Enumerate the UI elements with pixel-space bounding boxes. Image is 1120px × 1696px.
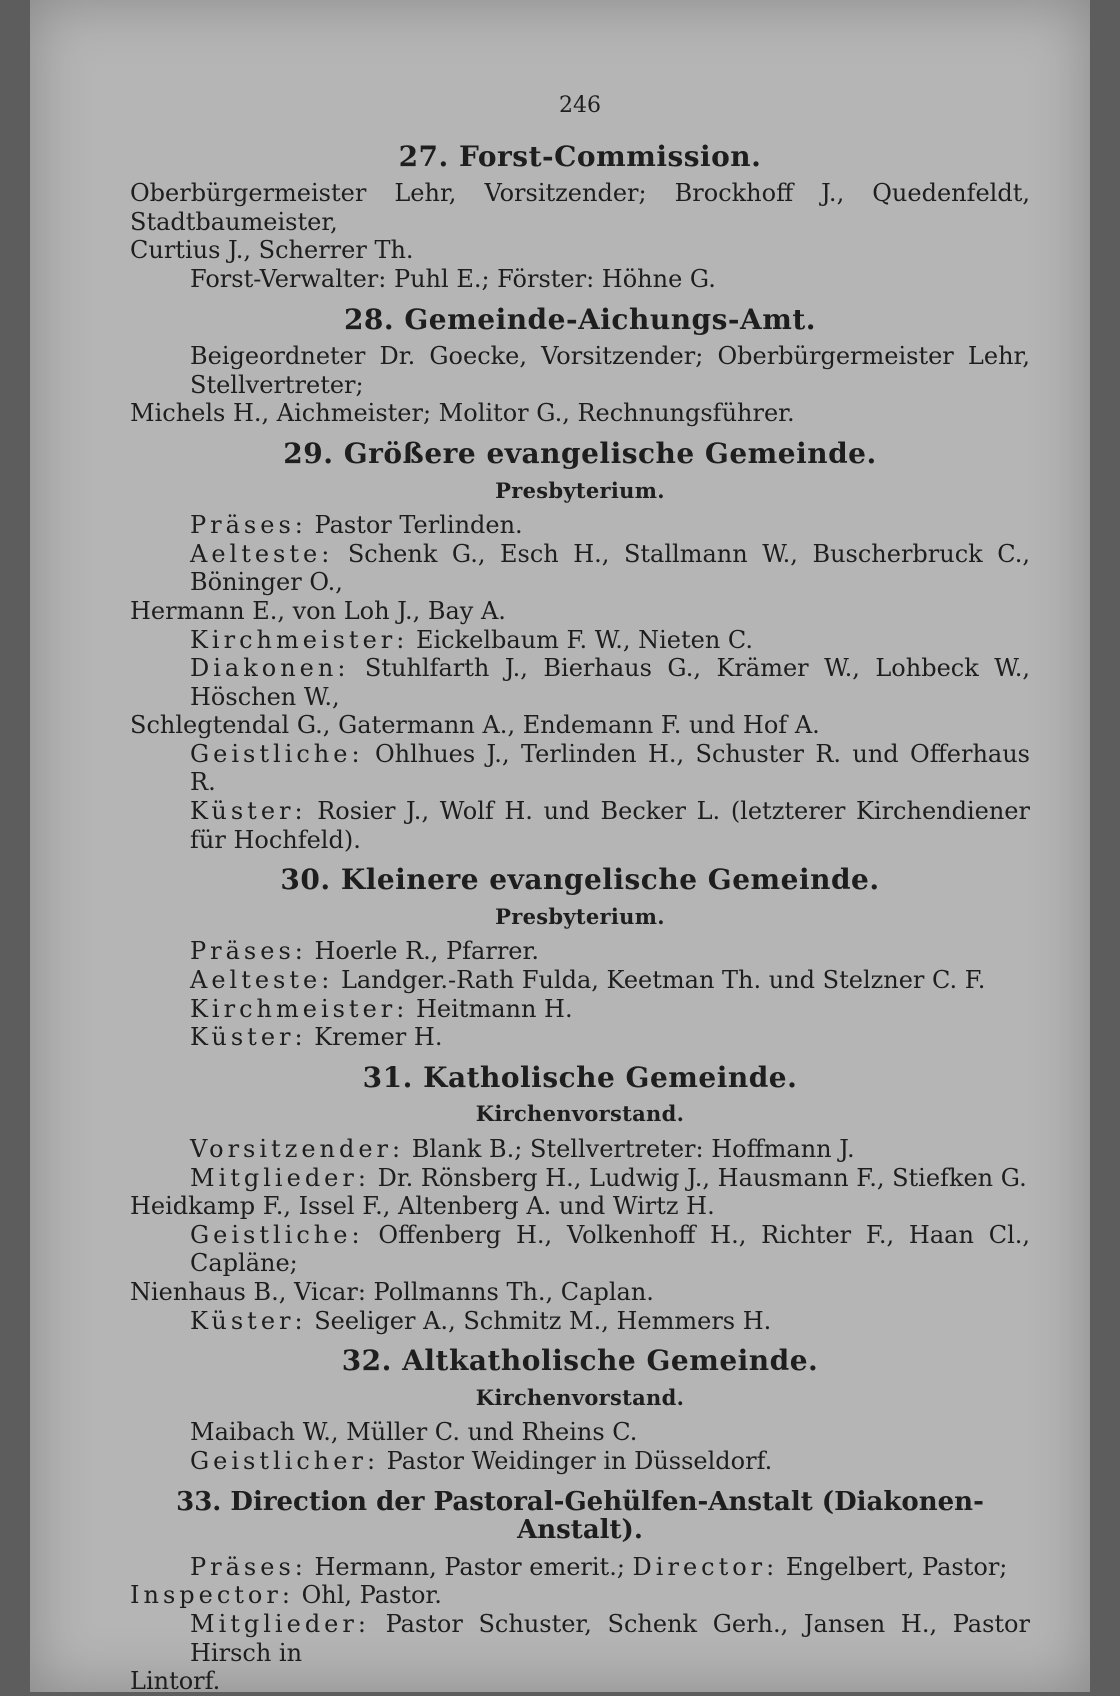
entry-line <box>130 1023 1030 1052</box>
section-heading-32: 32. Altkatholische Gemeinde. <box>341 1344 819 1378</box>
role-label: Inspector: <box>130 1581 294 1610</box>
subheading: Presbyterium. <box>495 903 665 929</box>
entry-text: Heitmann H. <box>415 994 573 1023</box>
text-line: Beigeordneter Dr. Goecke, Vorsitzender; Oberbürgermeister Lehr, Stellvertreter; <box>190 342 1030 399</box>
entry-text: Stuhlfarth J., Bierhaus G., Krämer W., Lohbeck W., Höschen W., <box>190 654 1030 711</box>
entry-line <box>130 1447 1030 1476</box>
entry-line <box>130 1610 1030 1667</box>
entry-text: Eickelbaum F. W., Nieten C. <box>415 625 754 654</box>
role-label: Geistliche: <box>190 739 364 768</box>
role-label: Geistlicher: <box>190 1446 380 1475</box>
entry-text: Hermann, Pastor emerit.; <box>314 1552 625 1581</box>
entry-line <box>130 1581 1030 1610</box>
entry-text: Landger.-Rath Fulda, Keetman Th. und Stelzner C. F. <box>340 966 986 995</box>
book-page <box>30 0 1090 1696</box>
section-heading-33: 33. Direction der Pastoral-Gehülfen-Anstalt (Diakonen-Anstalt). <box>176 1486 984 1546</box>
subheading: Presbyterium. <box>495 477 665 503</box>
role-label: Diakonen: <box>190 654 350 683</box>
entry-text: Kremer H. <box>314 1023 443 1052</box>
entry-line <box>130 540 1030 597</box>
section-heading-27: 27. Forst-Commission. <box>398 139 762 173</box>
text-line: Michels H., Aichmeister; Molitor G., Rechnungsführer. <box>130 399 795 428</box>
entry-line <box>130 937 1030 966</box>
entry-text: Schenk G., Esch H., Stallmann W., Buscherbruck C., Böninger O., <box>190 539 1030 597</box>
entry-line <box>130 511 1030 540</box>
text-line: Heidkamp F., Issel F., Altenberg A. und Wirtz H. <box>130 1192 715 1221</box>
text-line: Schlegtendal G., Gatermann A., Endemann F. und Hof A. <box>130 711 820 740</box>
text-line: Lintorf. <box>130 1667 221 1696</box>
role-label: Präses: <box>190 937 307 966</box>
entry-text: Ohl, Pastor. <box>301 1581 442 1610</box>
entry-line <box>130 1164 1030 1193</box>
role-label: Küster: <box>190 797 307 826</box>
entry-text: Rosier J., Wolf H. und Becker L. (letzterer Kirchendiener für Hochfeld). <box>190 797 1030 854</box>
subheading: Kirchenvorstand. <box>475 1384 685 1410</box>
text-line: Curtius J., Scherrer Th. <box>130 236 414 265</box>
entry-text: Ohlhues J., Terlinden H., Schuster R. und Offerhaus R. <box>190 739 1030 797</box>
entry-text: Pastor Schuster, Schenk Gerh., Jansen H., Pastor Hirsch in <box>190 1609 1030 1667</box>
entry-text: Pastor Terlinden. <box>314 511 523 540</box>
entry-line <box>130 740 1030 797</box>
text-line: Maibach W., Müller C. und Rheins C. <box>190 1418 638 1447</box>
entry-text: Engelbert, Pastor; <box>785 1552 1008 1581</box>
entry-text: Pastor Weidinger in Düsseldorf. <box>386 1446 773 1475</box>
section-heading-31: 31. Katholische Gemeinde. <box>362 1060 798 1094</box>
role-label: Geistliche: <box>190 1220 364 1249</box>
text-line: Hermann E., von Loh J., Bay A. <box>130 596 506 625</box>
entry-line <box>130 1307 1030 1336</box>
role-label: Aelteste: <box>190 539 334 568</box>
text-line: Forst-Verwalter: Puhl E.; Förster: Höhne G. <box>190 264 716 293</box>
role-label: Director: <box>632 1552 779 1581</box>
role-label: Küster: <box>190 1023 307 1052</box>
section-heading-28: 28. Gemeinde-Aichungs-Amt. <box>343 302 817 336</box>
subheading: Kirchenvorstand. <box>475 1101 685 1127</box>
role-label: Vorsitzender: <box>190 1135 405 1163</box>
text-line: Nienhaus B., Vicar: Pollmanns Th., Caplan. <box>130 1277 654 1306</box>
entry-text: Blank B.; Stellvertreter: Hoffmann J. <box>411 1135 855 1163</box>
role-label: Mitglieder: <box>190 1609 370 1638</box>
role-label: Präses: <box>190 511 307 540</box>
role-label: Küster: <box>190 1306 307 1335</box>
entry-line <box>130 797 1030 854</box>
entry-text: Hoerle R., Pfarrer. <box>314 937 539 966</box>
page-content <box>130 92 1030 1696</box>
entry-line <box>130 966 1030 995</box>
entry-line <box>130 1135 1030 1164</box>
role-label: Präses: <box>190 1552 307 1581</box>
role-label: Kirchmeister: <box>190 994 409 1023</box>
entry-line <box>130 1553 1030 1582</box>
entry-text: Dr. Rönsberg H., Ludwig J., Hausmann F., Stiefken G. <box>377 1163 1027 1192</box>
section-heading-29: 29. Größere evangelische Gemeinde. <box>283 436 877 470</box>
text-line: Oberbürgermeister Lehr, Vorsitzender; Brockhoff J., Quedenfeldt, Stadtbaumeister, <box>130 179 1030 236</box>
entry-line <box>130 1221 1030 1278</box>
entry-text: Offenberg H., Volkenhoff H., Richter F., Haan Cl., Capläne; <box>190 1220 1030 1278</box>
entry-line <box>130 626 1030 655</box>
entry-line <box>130 654 1030 711</box>
page-number: 246 <box>559 93 601 118</box>
role-label: Aelteste: <box>190 966 334 995</box>
role-label: Kirchmeister: <box>190 625 409 654</box>
entry-text: Seeliger A., Schmitz M., Hemmers H. <box>314 1306 772 1335</box>
section-heading-30: 30. Kleinere evangelische Gemeinde. <box>280 863 880 897</box>
entry-line <box>130 995 1030 1024</box>
role-label: Mitglieder: <box>190 1163 370 1192</box>
